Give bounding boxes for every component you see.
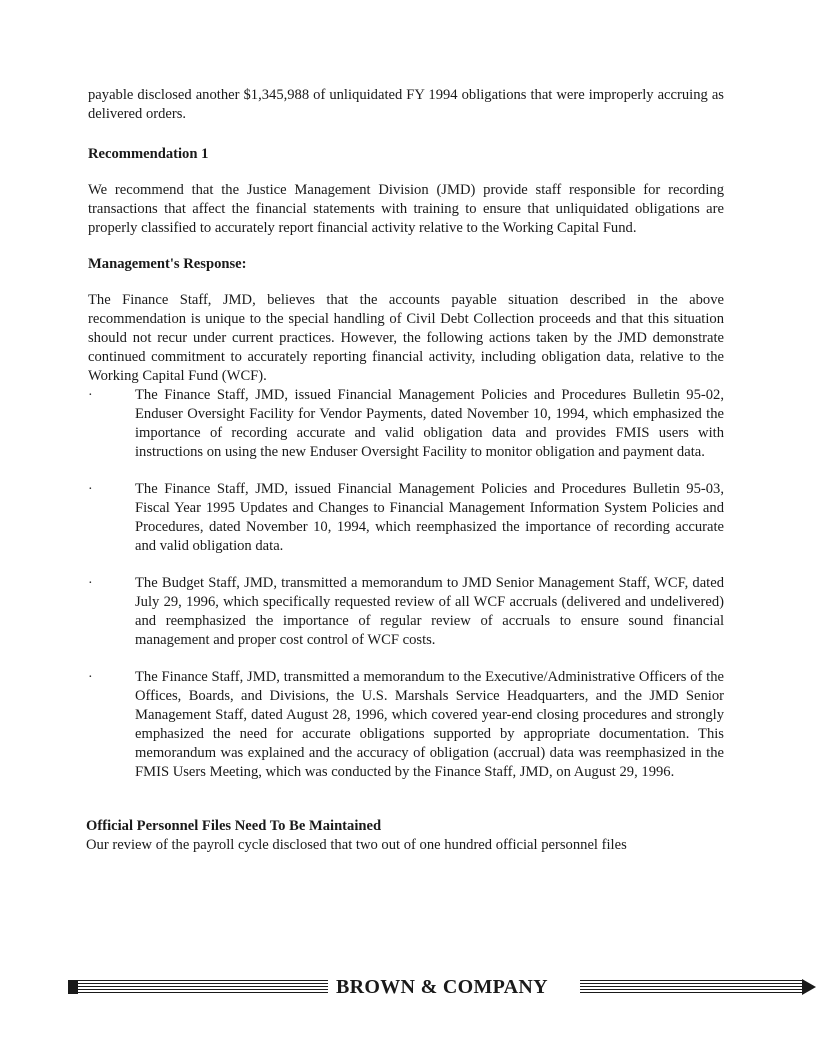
- bullet-icon: ·: [88, 576, 93, 591]
- bullet-icon: ·: [88, 388, 93, 403]
- bullet-icon: ·: [88, 482, 93, 497]
- list-item-text: The Finance Staff, JMD, issued Financial Management Policies and Procedures Bulletin 95-02, Enduser Oversight Facility for Vendor Payments, dated November 10, 1994, which emphasized the importance of recording accurate and valid obligation data and provides FMIS users with instructions on using the new Enduser Oversight Facility to monitor obligation and payment data.: [135, 387, 724, 460]
- company-name: BROWN & COMPANY: [336, 976, 548, 998]
- recommendation-paragraph: We recommend that the Justice Management Division (JMD) provide staff responsible for recording transactions that affect the financial statements with training to ensure that unliquidated obligations are properly classified to accurately report financial activity relative to the Working Capital Fund.: [88, 182, 724, 236]
- personnel-files-paragraph: Our review of the payroll cycle disclosed that two out of one hundred official personnel files: [86, 837, 627, 853]
- list-item: [88, 386, 724, 462]
- list-item-text: The Finance Staff, JMD, issued Financial Management Policies and Procedures Bulletin 95-03, Fiscal Year 1995 Updates and Changes to Financial Management Information System Policies and Procedures, dated November 10, 1994, which reemphasized the importance of recording accurate and valid obligation data.: [135, 481, 724, 554]
- personnel-files-heading: Official Personnel Files Need To Be Maintained: [86, 818, 382, 834]
- arrow-icon: [802, 979, 816, 995]
- management-response-paragraph: The Finance Staff, JMD, believes that the accounts payable situation described in the above recommendation is unique to the special handling of Civil Debt Collection proceeds and that this situation should not recur under current practices. However, the following actions taken by the JMD demonstrate continued commitment to accurately reporting financial activity, including obligation data, relative to the Working Capital Fund (WCF).: [88, 292, 724, 384]
- list-item: [88, 480, 724, 556]
- list-item-text: The Budget Staff, JMD, transmitted a memorandum to JMD Senior Management Staff, WCF, dated July 29, 1996, which specifically requested review of all WCF accruals (delivered and undelivered) and reemphasized the importance of regular review of accruals to ensure sound financial management and proper cost control of WCF costs.: [135, 575, 724, 648]
- footer-rule-left: [78, 980, 328, 994]
- list-item: [88, 668, 724, 782]
- document-body: [88, 86, 724, 855]
- recommendation-heading: Recommendation 1: [88, 146, 209, 162]
- management-response-heading: Management's Response:: [88, 256, 247, 272]
- list-item: [88, 574, 724, 650]
- footer-rule-right: [580, 980, 802, 994]
- bullet-icon: ·: [88, 670, 93, 685]
- list-item-text: The Finance Staff, JMD, transmitted a memorandum to the Executive/Administrative Officers of the Offices, Boards, and Divisions, the U.S. Marshals Service Headquarters, and the JMD Senior Management Staff, dated August 28, 1996, which covered year-end closing procedures and strongly emphasized the need for accurate obligations supported by appropriate documentation. This memorandum was explained and the accuracy of obligation (accrual) data was reemphasized in the FMIS Users Meeting, which was conducted by the Finance Staff, JMD, on August 29, 1996.: [135, 669, 724, 780]
- intro-paragraph: payable disclosed another $1,345,988 of unliquidated FY 1994 obligations that were improperly accruing as delivered orders.: [88, 87, 724, 122]
- response-actions-list: [88, 386, 724, 782]
- footer-rule-block: [68, 980, 78, 994]
- page-footer: [68, 976, 748, 998]
